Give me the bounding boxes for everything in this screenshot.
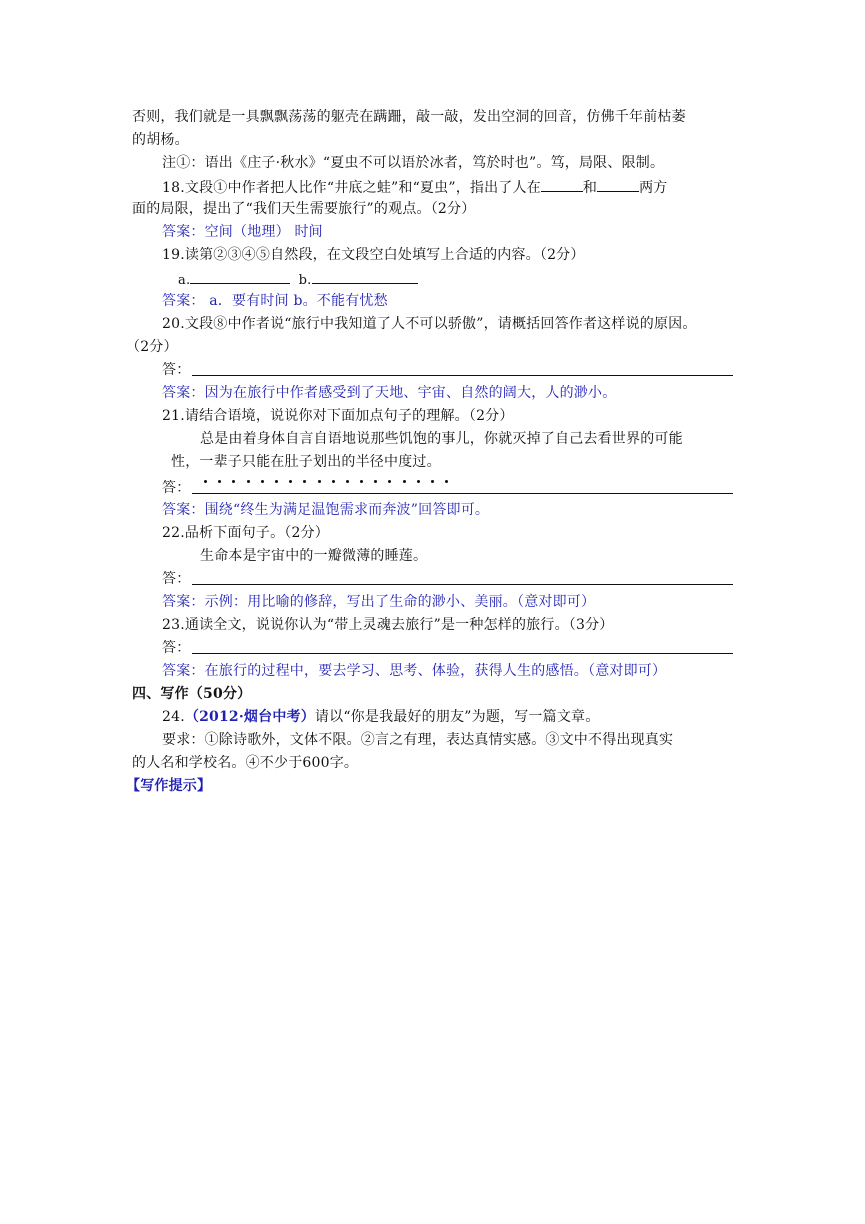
footnote: 注①：语出《庄子·秋水》“夏虫不可以语於冰者，笃於时也”。笃，局限、限制。 [162,155,665,171]
requirements-cont: 的人名和学校名。④不少于600字。 [132,755,359,771]
question-text: 两方 [639,180,668,196]
section-heading: 四、写作（50分） [132,686,252,702]
answer-label: 答： [162,480,191,496]
question-number: 24. [162,709,185,725]
answer-22: 答案：示例：用比喻的修辞，写出了生命的渺小、美丽。（意对即可） [162,594,596,610]
fill-blank [597,175,639,192]
answer-line [192,584,733,585]
question-19: 19.读第②③④⑤自然段，在文段空白处填写上合适的内容。（2分） [162,247,585,263]
blank-label: a. [178,273,191,288]
blank-label: b. [298,273,312,288]
question-18 [162,175,668,199]
answer-line [192,653,733,654]
paragraph-line: 否则，我们就是一具飘飘荡荡的躯壳在蹒跚，敲一敲，发出空洞的回音，仿佛千年前枯萎 [132,109,686,125]
requirements: 要求：①除诗歌外，文体不限。②言之有理，表达真情实感。③文中不得出现真实 [162,732,674,748]
question-18-cont: 面的局限，提出了“我们天生需要旅行”的观点。（2分） [132,201,476,217]
answer-label: 答： [162,571,191,587]
quoted-sentence: 生命本是宇宙中的一瓣微薄的睡莲。 [200,548,428,564]
question-21: 21.请结合语境，说说你对下面加点句子的理解。（2分） [162,408,514,424]
question-text: 请以“你是我最好的朋友”为题，写一篇文章。 [314,709,600,725]
question-text: 和 [582,180,598,196]
quoted-sentence: 性，一辈子只能在肚子划出的半径中度过。 [171,454,441,470]
answer-line [192,493,733,494]
answer-18: 答案：空间（地理） 时间 [162,224,323,240]
fill-blank [541,175,583,192]
fill-blank [190,267,290,284]
question-19-blanks [178,267,418,292]
question-20-cont: （2分） [126,339,178,355]
answer-20: 答案：因为在旅行中作者感受到了天地、宇宙、自然的阔大，人的渺小。 [162,385,617,401]
answer-label: 答： [162,362,191,378]
question-23: 23.通读全文，说说你认为“带上灵魂去旅行”是一种怎样的旅行。（3分） [162,617,614,633]
fill-blank [312,267,418,284]
emphasis-dots [204,480,474,486]
question-text: 18.文段①中作者把人比作“井底之蛙”和“夏虫”，指出了人在 [162,180,541,196]
answer-21: 答案：围绕“终生为满足温饱需求而奔波”回答即可。 [162,502,490,518]
answer-line [192,375,733,376]
answer-19: 答案： a．要有时间 b。不能有忧愁 [162,293,388,309]
quoted-sentence: 总是由着身体自言自语地说那些饥饱的事儿，你就灭掉了自己去看世界的可能 [200,431,683,447]
answer-23: 答案：在旅行的过程中，要去学习、思考、体验，获得人生的感悟。（意对即可） [162,663,667,679]
source-tag: （2012·烟台中考） [184,709,315,725]
question-20: 20.文段⑧中作者说“旅行中我知道了人不可以骄傲”，请概括回答作者这样说的原因。 [162,316,697,332]
question-22: 22.品析下面句子。（2分） [162,525,329,541]
question-24 [162,706,599,728]
answer-label: 答： [162,640,191,656]
paragraph-line: 的胡杨。 [132,132,189,148]
writing-hint-heading: 【写作提示】 [126,778,212,794]
